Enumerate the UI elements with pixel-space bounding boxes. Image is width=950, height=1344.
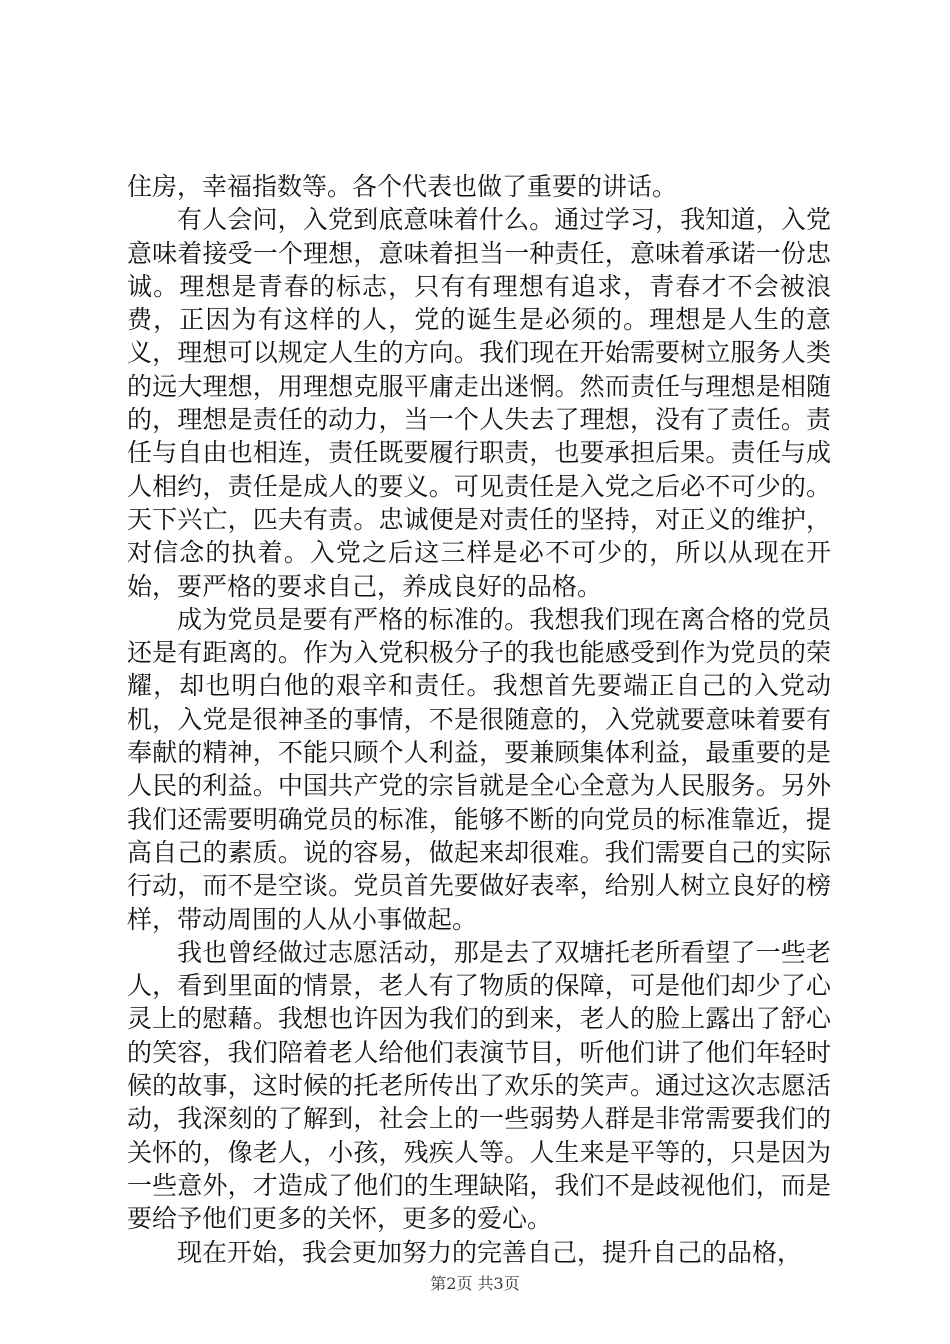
paragraph-member-standard: 成为党员是要有严格的标准的。我想我们现在离合格的党员还是有距离的。作为入党积极分子的我也能感受到作为党员的荣耀，却也明白他的艰辛和责任。我想首先要端正自己的入党动机，入党是很神圣的事情，不是很随意的，入党就要意味着要有奉献的精神，不能只顾个人利益，要兼顾集体利益，最重要的是人民的利益。中国共产党的宗旨就是全心全意为人民服务。另外我们还需要明确党员的标准，能够不断的向党员的标准靠近，提高自己的素质。说的容易，做起来却很难。我们需要自己的实际行动，而不是空谈。党员首先要做好表率，给别人树立良好的榜样，带动周围的人从小事做起。 — [127, 604, 831, 934]
document-body — [127, 170, 831, 1269]
paragraph-volunteer-activity: 我也曾经做过志愿活动，那是去了双塘托老所看望了一些老人，看到里面的情景，老人有了物质的保障，可是他们却少了心灵上的慰藉。我想也许因为我们的到来，老人的脸上露出了舒心的笑容，我们陪着老人给他们表演节目，听他们讲了他们年轻时候的故事，这时候的托老所传出了欢乐的笑声。通过这次志愿活动，我深刻的了解到，社会上的一些弱势人群是非常需要我们的关怀的，像老人，小孩，残疾人等。人生来是平等的，只是因为一些意外，才造成了他们的生理缺陷，我们不是歧视他们，而是要给予他们更多的关怀，更多的爱心。 — [127, 937, 831, 1234]
page-number-footer: 第2页 共3页 — [430, 1274, 520, 1293]
paragraph-closing: 现在开始，我会更加努力的完善自己，提升自己的品格， — [177, 1237, 803, 1267]
paragraph-party-meaning: 有人会问，入党到底意味着什么。通过学习，我知道，入党意味着接受一个理想，意味着担当一种责任，意味着承诺一份忠诚。理想是青春的标志，只有有理想有追求，青春才不会被浪费，正因为有这样的人，党的诞生是必须的。理想是人生的意义，理想可以规定人生的方向。我们现在开始需要树立服务人类的远大理想，用理想克服平庸走出迷惘。然而责任与理想是相随的，理想是责任的动力，当一个人失去了理想，没有了责任。责任与自由也相连，责任既要履行职责，也要承担后果。责任与成人相约，责任是成人的要义。可见责任是入党之后必不可少的。天下兴亡，匹夫有责。忠诚便是对责任的坚持，对正义的维护，对信念的执着。入党之后这三样是必不可少的，所以从现在开始，要严格的要求自己，养成良好的品格。 — [127, 205, 831, 601]
paragraph-continuation: 住房，幸福指数等。各个代表也做了重要的讲话。 — [127, 172, 678, 201]
